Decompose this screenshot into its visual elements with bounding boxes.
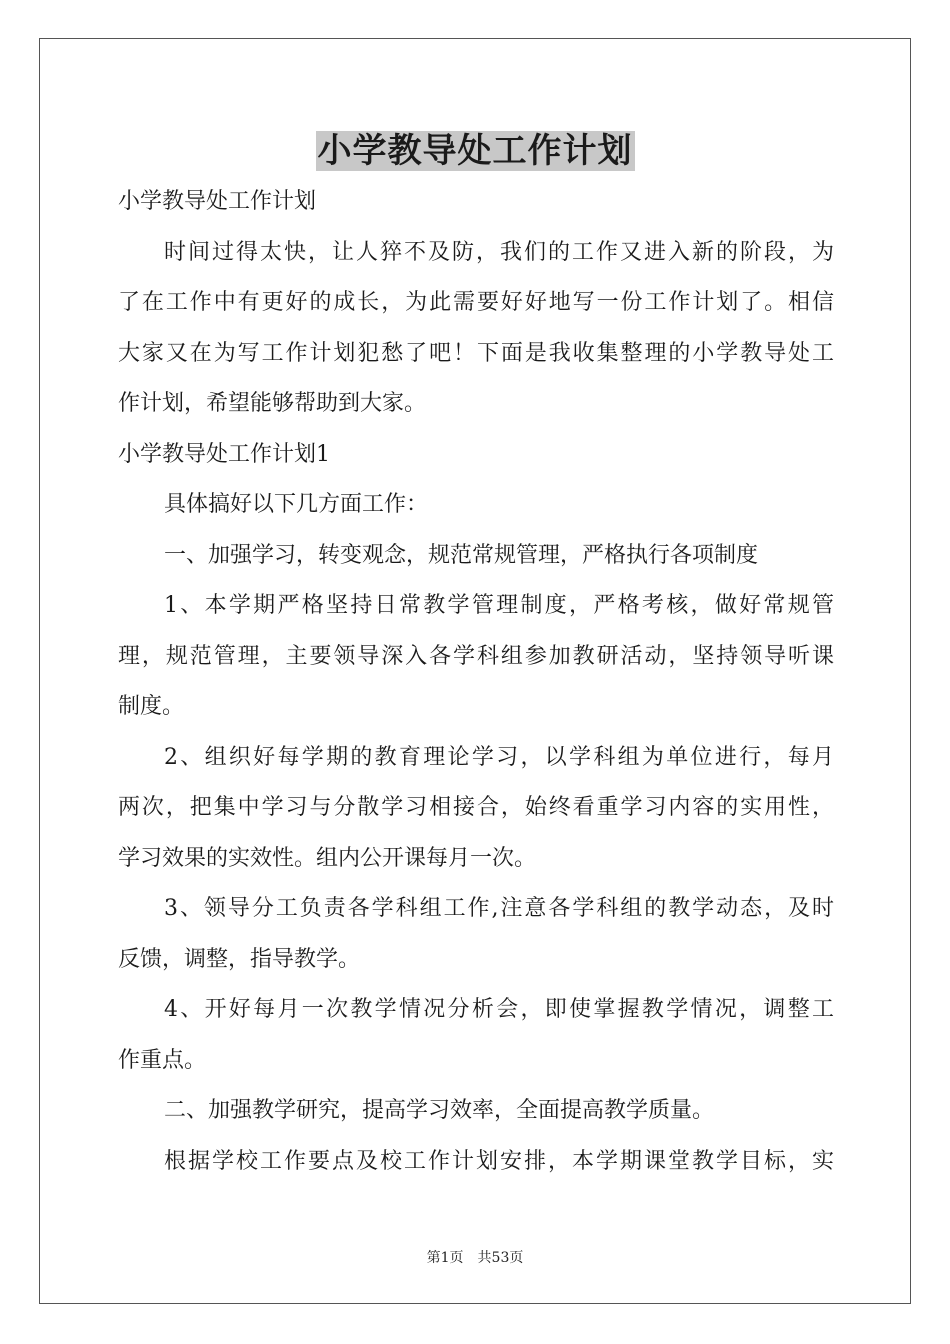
paragraph-line: 具体搞好以下几方面工作：: [164, 492, 429, 517]
paragraph-line: 一、加强学习，转变观念，规范常规管理，严格执行各项制度: [164, 542, 759, 568]
title-text: 小学教导处工作计划: [317, 131, 633, 171]
paragraph-line: 反馈，调整，指导教学。: [118, 946, 361, 972]
paragraph-line: 理，规范管理，主要领导深入各学科组参加教研活动，坚持领导听课: [118, 643, 834, 669]
paragraph-line: 两次，把集中学习与分散学习相接合，始终看重学习内容的实用性，: [118, 795, 834, 820]
document-title: [0, 127, 950, 175]
paragraph-line: 了在工作中有更好的成长，为此需要好好地写一份工作计划了。相信: [118, 290, 834, 315]
paragraph-line: 大家又在为写工作计划犯愁了吧！下面是我收集整理的小学教导处工: [118, 340, 834, 366]
page-number: 第1页 共53页: [426, 1250, 524, 1266]
paragraph-line: 时间过得太快，让人猝不及防，我们的工作又进入新的阶段，为: [164, 239, 834, 265]
section-heading: 小学教导处工作计划1: [118, 441, 330, 467]
paragraph-line: 学习效果的实效性。组内公开课每月一次。: [118, 845, 537, 871]
paragraph-line: 制度。: [118, 694, 185, 719]
page-footer: [0, 1248, 950, 1268]
paragraph-line: 根据学校工作要点及校工作计划安排，本学期课堂教学目标，实: [164, 1148, 834, 1174]
paragraph-line: 3、领导分工负责各学科组工作,注意各学科组的教学动态，及时: [164, 896, 834, 921]
paragraph-line: 作重点。: [118, 1047, 207, 1073]
paragraph-line: 二、加强教学研究，提高学习效率，全面提高教学质量。: [164, 1098, 715, 1123]
paragraph-line: 4、开好每月一次教学情况分析会，即使掌握教学情况，调整工: [164, 997, 834, 1022]
paragraph-line: 1、本学期严格坚持日常教学管理制度，严格考核，做好常规管: [164, 593, 834, 618]
paragraph-line: 作计划，希望能够帮助到大家。: [118, 391, 427, 416]
section-heading: 小学教导处工作计划: [118, 189, 317, 214]
document-body: [118, 177, 834, 1187]
paragraph-line: 2、组织好每学期的教育理论学习，以学科组为单位进行，每月: [164, 744, 834, 770]
